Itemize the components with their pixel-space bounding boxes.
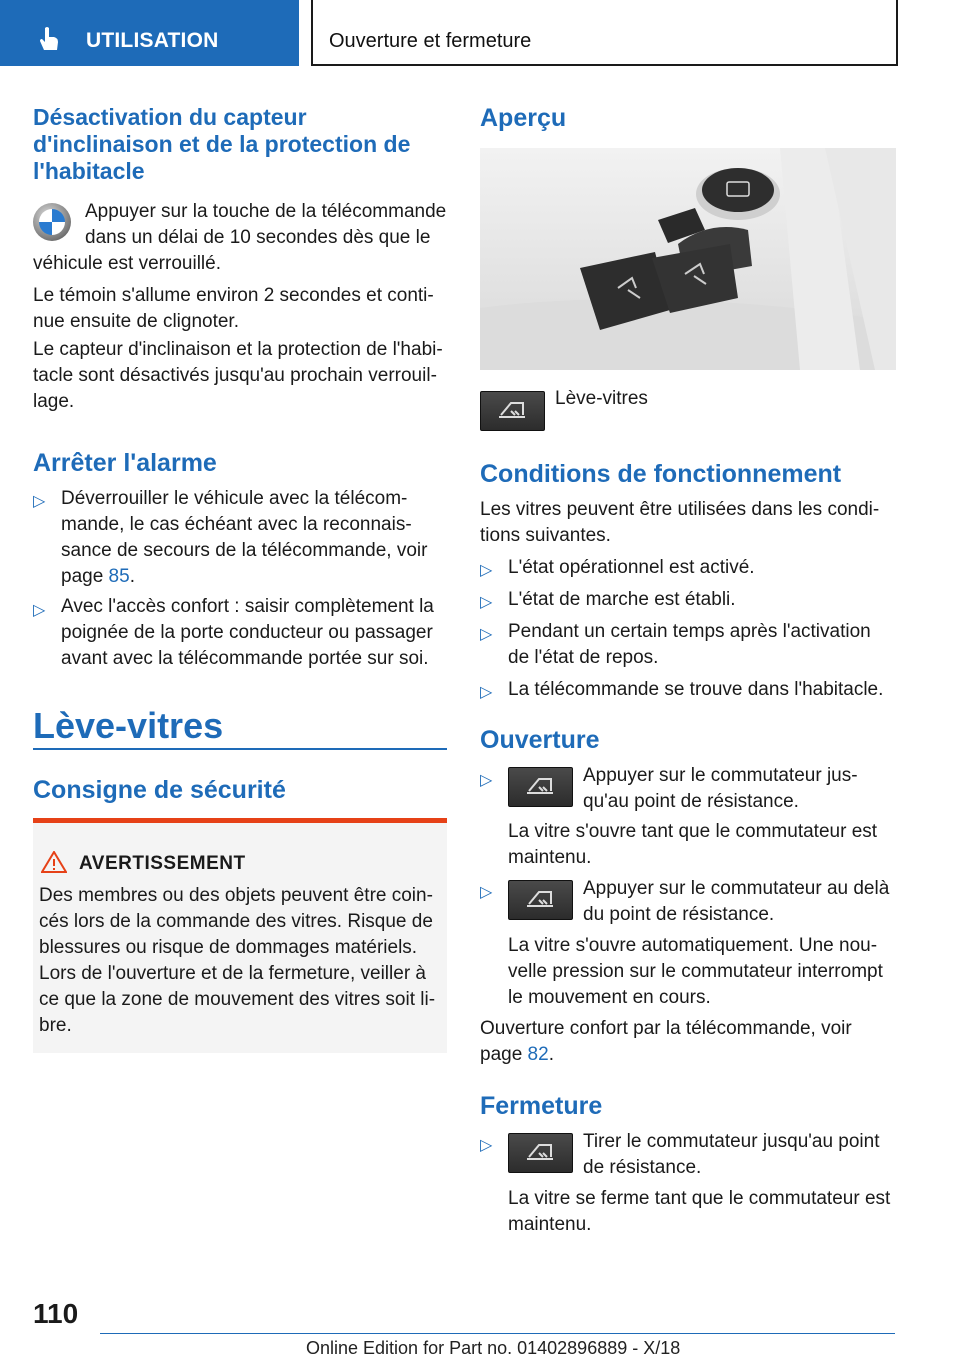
heading-safety: Consigne de sécurité bbox=[33, 776, 286, 804]
window-switch-icon bbox=[508, 1133, 573, 1173]
heading-opening: Ouverture bbox=[480, 726, 600, 754]
warning-triangle-icon bbox=[41, 851, 67, 873]
condition-item: L'état de marche est établi. bbox=[508, 589, 736, 610]
paragraph-conditions-intro: Les vitres peuvent être utilisées dans les condi- tions suivantes. bbox=[480, 499, 880, 546]
heading-overview: Aperçu bbox=[480, 104, 567, 132]
footer-rule bbox=[100, 1333, 895, 1334]
window-switches-photo bbox=[480, 148, 896, 370]
condition-item: La télécommande se trouve dans l'habitacle. bbox=[508, 679, 884, 700]
section-header bbox=[311, 0, 898, 66]
warning-box bbox=[33, 818, 447, 1053]
heading-closing: Fermeture bbox=[480, 1092, 603, 1120]
paragraph-deactivated: Le capteur d'inclinaison et la protection de l'habi- tacle sont désactivés jusqu'au prochain verrouil- lage. bbox=[33, 339, 443, 412]
list-item-comfort-access: Avec l'accès confort : saisir complètement la poignée de la porte conducteur ou passager avant avec la télécommande portée sur soi. bbox=[61, 596, 434, 669]
opening-step-2: Appuyer sur le commutateur au delà du point de résistance. bbox=[583, 878, 890, 925]
heading-stop-alarm: Arrêter l'alarme bbox=[33, 449, 217, 477]
heading-deactivate: Désactivation du capteur d'inclinaison et de la protection de l'habitacle bbox=[33, 104, 411, 184]
chapter-tab[interactable] bbox=[0, 0, 299, 66]
bullet-icon: ▷ bbox=[480, 884, 493, 901]
bmw-key-icon bbox=[33, 203, 71, 241]
page-number: 110 bbox=[33, 1298, 79, 1329]
closing-step-1-result: La vitre se ferme tant que le commutateur est maintenu. bbox=[508, 1188, 891, 1235]
opening-step-1-result: La vitre s'ouvre tant que le commutateur est maintenu. bbox=[508, 821, 878, 868]
heading-conditions: Conditions de fonctionnement bbox=[480, 460, 842, 488]
bullet-icon: ▷ bbox=[480, 684, 493, 701]
bullet-icon: ▷ bbox=[33, 493, 46, 510]
heading-power-windows: Lève-vitres bbox=[33, 705, 224, 746]
bullet-icon: ▷ bbox=[480, 1137, 493, 1154]
warning-title: AVERTISSEMENT bbox=[79, 853, 246, 874]
chapter-label: UTILISATION bbox=[86, 29, 219, 52]
paragraph-press-button-end: véhicule est verrouillé. bbox=[33, 253, 221, 274]
bullet-icon: ▷ bbox=[480, 626, 493, 643]
bullet-icon: ▷ bbox=[480, 772, 493, 789]
hand-pointer-icon bbox=[38, 26, 60, 52]
closing-step-1: Tirer le commutateur jusqu'au point de résistance. bbox=[583, 1131, 880, 1178]
list-item-unlock: Déverrouiller le véhicule avec la télécom- mande, le cas échéant avec la reconnais- sance de secours de la télécommande, voir page 85. bbox=[61, 488, 428, 587]
bullet-icon: ▷ bbox=[480, 594, 493, 611]
condition-item: L'état opérationnel est activé. bbox=[508, 557, 755, 578]
window-switch-icon bbox=[508, 767, 573, 807]
bullet-icon: ▷ bbox=[33, 602, 46, 619]
window-switch-icon bbox=[508, 880, 573, 920]
opening-step-1: Appuyer sur le commutateur jus- qu'au point de résistance. bbox=[583, 765, 858, 812]
paragraph-press-button: Appuyer sur la touche de la télécommande dans un délai de 10 secondes dès que le bbox=[85, 201, 447, 248]
condition-item: Pendant un certain temps après l'activation de l'état de repos. bbox=[508, 621, 871, 668]
window-switch-icon bbox=[480, 391, 545, 431]
bullet-icon: ▷ bbox=[480, 562, 493, 579]
heading-rule bbox=[33, 748, 447, 750]
paragraph-comfort-opening: Ouverture confort par la télécommande, voir page 82. bbox=[480, 1018, 852, 1065]
warning-text: Des membres ou des objets peuvent être coin- cés lors de la commande des vitres. Risque de blessures ou risque de dommages matériels. Lors de l'ouverture et de la fermeture, veiller à ce que la zone de mouvement des vitres soit li- bre. bbox=[39, 885, 436, 1036]
opening-step-2-result: La vitre s'ouvre automatiquement. Une nou- velle pression sur le commutateur interrompt le mouvement en cours. bbox=[508, 935, 883, 1008]
section-title: Ouverture et fermeture bbox=[329, 30, 532, 52]
edition-text: Online Edition for Part no. 01402896889 - X/18 bbox=[306, 1338, 681, 1358]
page-link-82[interactable]: 82 bbox=[527, 1044, 549, 1065]
icon-caption-power-windows: Lève-vitres bbox=[555, 388, 648, 409]
page-link-85[interactable]: 85 bbox=[108, 566, 130, 587]
paragraph-indicator: Le témoin s'allume environ 2 secondes et conti- nue ensuite de clignoter. bbox=[33, 285, 434, 332]
